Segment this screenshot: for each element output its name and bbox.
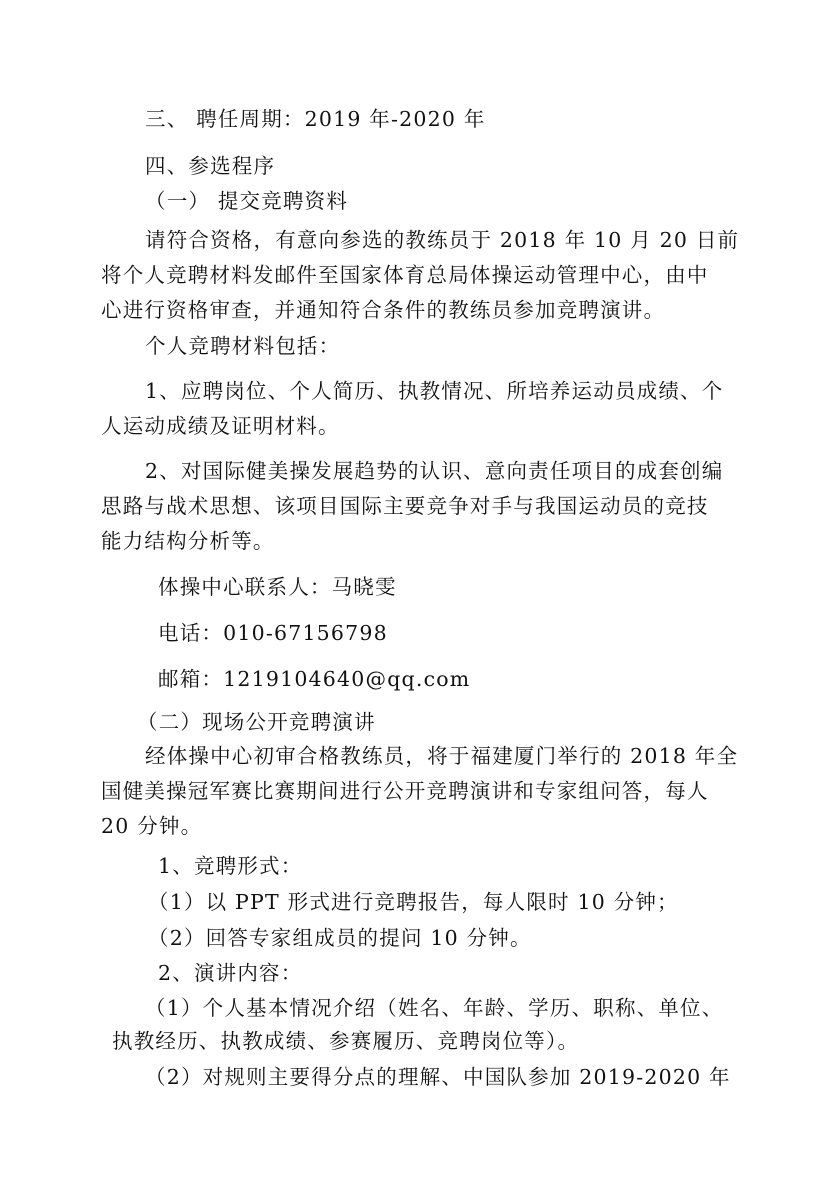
subheading-public-speech: （二）现场公开竞聘演讲 [137,710,376,734]
list-item: （2）对规则主要得分点的理解、中国队参加 2019-2020 年 [145,1065,731,1089]
list-item: （2）回答专家组成员的提问 10 分钟。 [148,926,532,950]
paragraph-line: 20 分钟。 [101,814,203,838]
contact-email: 邮箱：1219104640@qq.com [158,667,471,691]
paragraph-line: 心进行资格审查，并通知符合条件的教练员参加竞聘演讲。 [101,298,666,322]
list-item-continuation: 执教经历、执教成绩、参赛履历、竞聘岗位等）。 [112,1029,580,1053]
heading-selection-procedure: 四、参选程序 [145,154,276,178]
list-item-continuation: 思路与战术思想、该项目国际主要竞争对手与我国运动员的竞技 [101,494,709,518]
list-item-continuation: 人运动成绩及证明材料。 [101,414,340,438]
list-heading-content: 2、演讲内容： [158,961,303,985]
paragraph-line: 请符合资格，有意向参选的教练员于 2018 年 10 月 20 日前 [145,228,740,252]
paragraph-line: 将个人竞聘材料发邮件至国家体育总局体操运动管理中心，由中 [101,263,709,287]
subheading-submit-materials: （一） 提交竞聘资料 [145,189,349,213]
list-item: 2、对国际健美操发展趋势的认识、意向责任项目的成套创编 [145,459,724,483]
paragraph-line: 个人竞聘材料包括： [145,334,341,358]
paragraph-line: 经体操中心初审合格教练员，将于福建厦门举行的 2018 年全 [145,744,739,768]
contact-phone: 电话：010-67156798 [158,621,388,645]
list-heading-format: 1、竞聘形式： [158,854,303,878]
list-item: 1、应聘岗位、个人简历、执教情况、所培养运动员成绩、个 [145,379,724,403]
list-item: （1）个人基本情况介绍（姓名、年龄、学历、职称、单位、 [145,996,724,1020]
list-item: （1）以 PPT 形式进行竞聘报告，每人限时 10 分钟； [148,890,679,914]
list-item-continuation: 能力结构分析等。 [101,529,275,553]
heading-appointment-period: 三、 聘任周期：2019 年-2020 年 [145,107,486,131]
contact-person: 体操中心联系人：马晓雯 [158,575,397,599]
paragraph-line: 国健美操冠军赛比赛期间进行公开竞聘演讲和专家组问答，每人 [101,779,709,803]
